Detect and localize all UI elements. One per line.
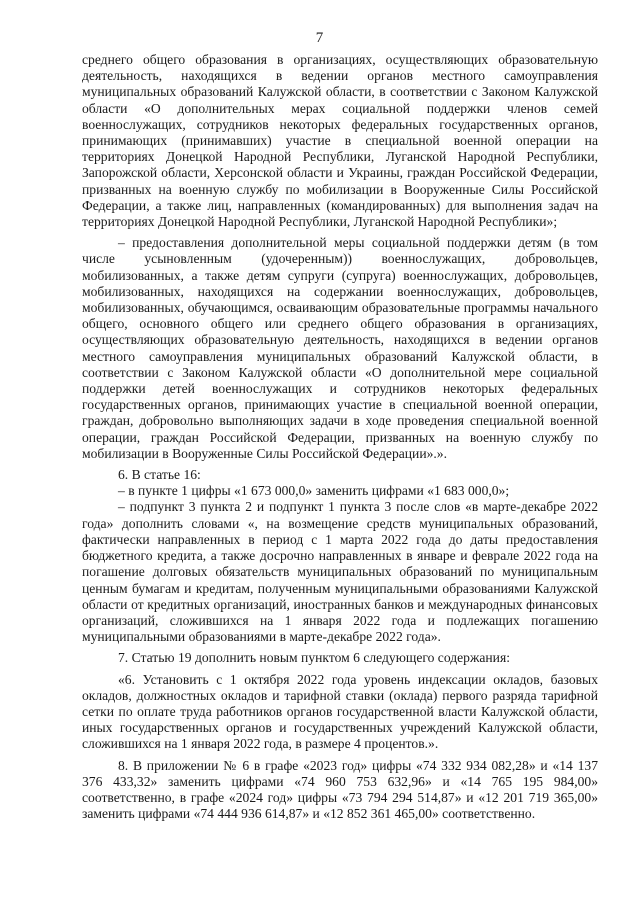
paragraph-article-19-heading: 7. Статью 19 дополнить новым пунктом 6 следующего содержания: <box>118 650 510 666</box>
paragraph-appendix-6: 8. В приложении № 6 в графе «2023 год» цифры «74 332 934 082,28» и «14 137 376 433,32» заменить цифрами «74 960 753 632,96» и «14 765 195 984,00» соответственно, в графе «2024 год» цифры «73 794 294 514,87» и «12 201 719 365,00» заменить цифрами «74 444 936 614,87» и «12 852 361 465,00» соответственно. <box>82 757 598 822</box>
paragraph-continuation: среднего общего образования в организациях, осуществляющих образовательную деятельность, находящихся в ведении органов местного самоуправления муниципальных образований Калужской области, в соответствии с Законом Калужской области «О дополнительных мерах социальной поддержки членов семей военнослужащих, сотрудников некоторых федеральных государственных органов, принимающих (принимавших) участие в специальной военной операции на территориях Донецкой Народной Республики, Луганской Народной Республики, Запорожской области, Херсонской области и Украины, граждан Российской Федерации, призванных на военную службу по мобилизации в Вооруженные Силы Российской Федерации, а также лиц, направленных (командированных) для выполнения задач на территориях Донецкой Народной Республики, Луганской Народной Республики»; <box>82 52 598 230</box>
paragraph-article-16-item-1: – в пункте 1 цифры «1 673 000,0» заменить цифрами «1 683 000,0»; <box>118 483 510 499</box>
paragraph-article-16-heading: 6. В статье 16: <box>118 467 201 483</box>
paragraph-article-16-item-2: – подпункт 3 пункта 2 и подпункт 1 пункта 3 после слов «в марте-декабре 2022 года» дополнить словами «, на возмещение средств муниципальных образований, фактически направленных в период с 1 марта 2022 года до даты предоставления бюджетного кредита, а также досрочно направленных в январе и феврале 2022 года на погашение долговых обязательств муниципальных образований по муниципальным ценным бумагам и кредитам, полученным муниципальными образованиями Калужской области от кредитных организаций, иностранных банков и международных финансовых организаций, сложившихся на 1 января 2022 года и подлежащих погашению муниципальными образованиями в марте-декабре 2022 года». <box>82 499 598 645</box>
document-body <box>82 52 598 822</box>
paragraph-support-measure: – предоставления дополнительной меры социальной поддержки детям (в том числе усыновленным (удочеренным)) военнослужащих, добровольцев, мобилизованных, а также детям супруги (супруга) военнослужащих, добровольцев, мобилизованных, находящихся на содержании военнослужащих, добровольцев, мобилизованных, обучающимся, осваивающим образовательные программы начального общего, основного общего или среднего общего образования в организациях, осуществляющих образовательную деятельность, находящихся в ведении органов местного самоуправления муниципальных образований Калужской области, в соответствии с Законом Калужской области «О дополнительной мере социальной поддержки детей военнослужащих и сотрудников некоторых федеральных государственных органов, принимающих участие в специальной военной операции, граждан, добровольно выполняющих задачи в ходе проведения специальной военной операции, граждан Российской Федерации, призванных на военную службу по мобилизации в Вооруженные Силы Российской Федерации».». <box>82 235 598 461</box>
page-number: 7 <box>315 30 324 46</box>
paragraph-article-19-point-6: «6. Установить с 1 октября 2022 года уровень индексации окладов, базовых окладов, должностных окладов и тарифной ставки (оклада) первого разряда тарифной сетки по оплате труда работников органов государственной власти Калужской области, иных государственных органов и государственных учреждений Калужской области, сложившихся на 1 января 2022 года, в размере 4 процентов.». <box>82 671 598 752</box>
